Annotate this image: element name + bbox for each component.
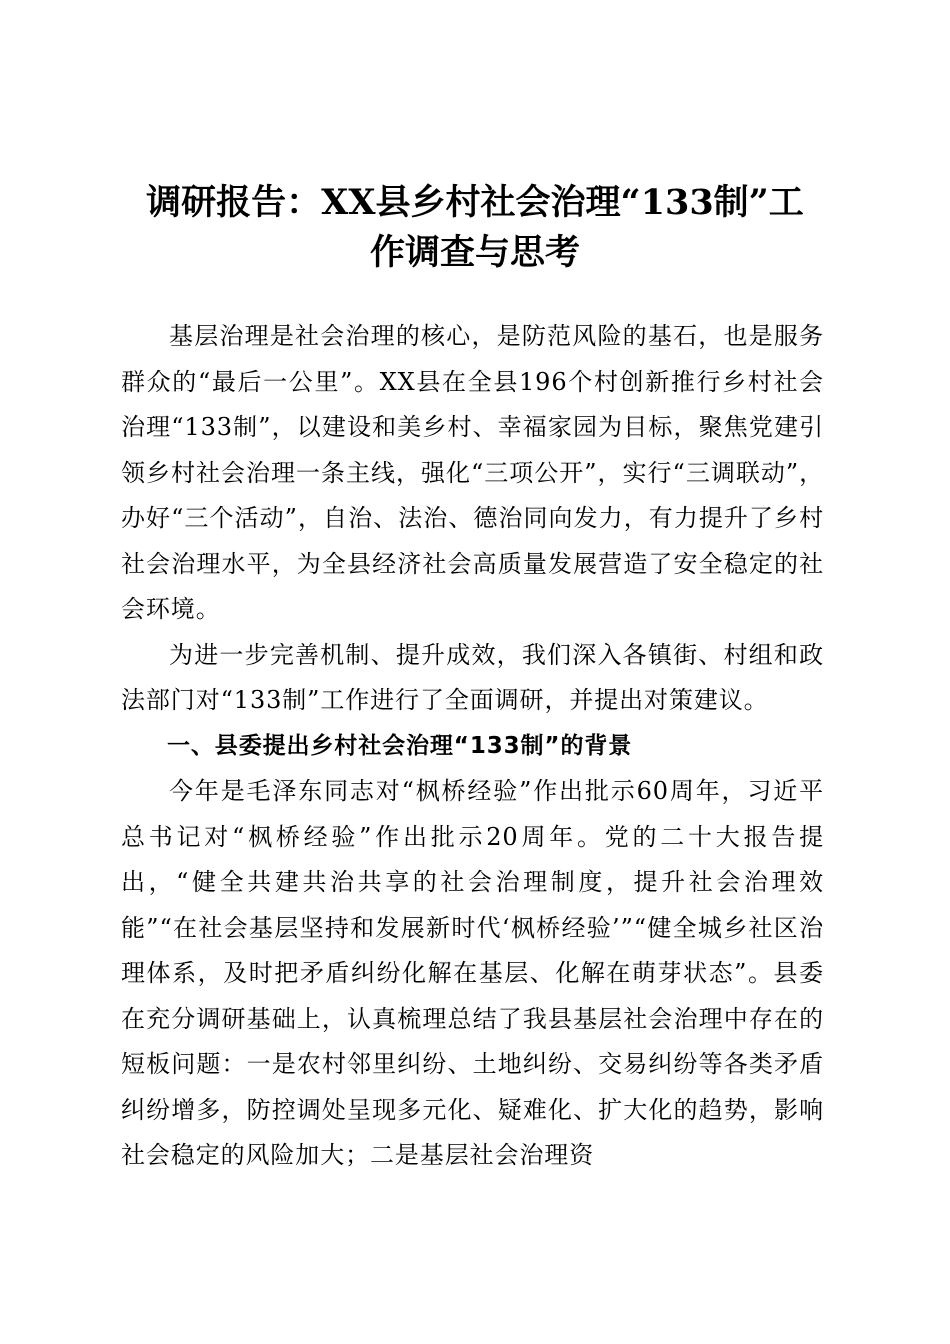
document-title-line-1: 调研报告：XX县乡村社会治理“133制”工 — [146, 182, 804, 223]
document-title — [100, 178, 850, 278]
document-body — [121, 314, 824, 1179]
section-1-heading: 一、县委提出乡村社会治理“133制”的背景 — [167, 732, 633, 759]
section-1-paragraph: 今年是毛泽东同志对“枫桥经验”作出批示60周年，习近平总书记对“枫桥经验”作出批示20周年。党的二十大报告提出，“健全共建共治共享的社会治理制度，提升社会治理效能”“在社会基层坚持和发展新时代‘枫桥经验’”“健全城乡社区治理体系，及时把矛盾纠纷化解在基层、化解在萌芽状态”。县委在充分调研基础上，认真梳理总结了我县基层社会治理中存在的短板问题：一是农村邻里纠纷、土地纠纷、交易纠纷等各类矛盾纠纷增多，防控调处呈现多元化、疑难化、扩大化的趋势，影响社会稳定的风险加大；二是基层社会治理资 — [121, 777, 824, 1169]
purpose-paragraph: 为进一步完善机制、提升成效，我们深入各镇街、村组和政法部门对“133制”工作进行了全面调研，并提出对策建议。 — [121, 640, 824, 714]
document-title-line-2: 作调查与思考 — [369, 232, 580, 273]
intro-paragraph: 基层治理是社会治理的核心，是防范风险的基石，也是服务群众的“最后一公里”。XX县在全县196个村创新推行乡村社会治理“133制”，以建设和美乡村、幸福家园为目标，聚焦党建引领乡村社会治理一条主线，强化“三项公开”，实行“三调联动”，办好“三个活动”，自治、法治、德治同向发力，有力提升了乡村社会治理水平，为全县经济社会高质量发展营造了安全稳定的社会环境。 — [121, 322, 824, 623]
